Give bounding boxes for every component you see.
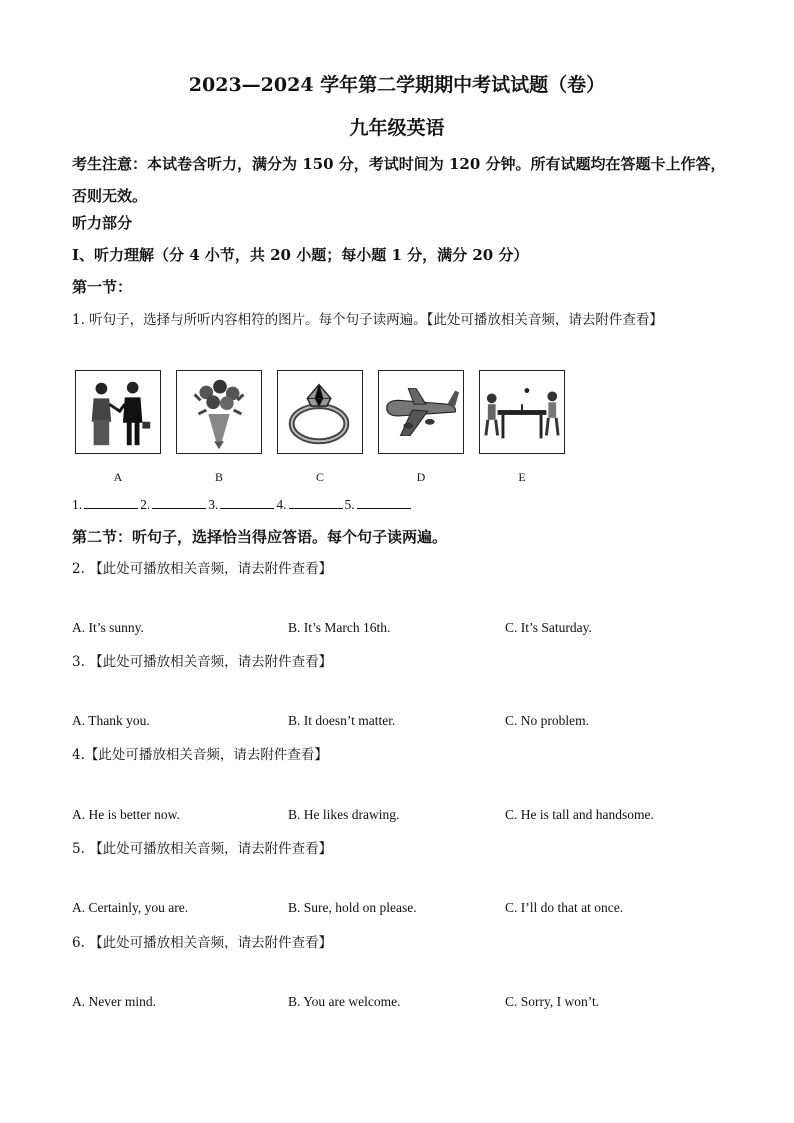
q4-option-b[interactable]: B. He likes drawing. [288, 807, 400, 822]
page-subtitle: 九年级英语 [349, 117, 445, 139]
answer-blank[interactable] [357, 496, 411, 509]
ping-pong-icon [480, 371, 564, 453]
picture-label-d: D [416, 470, 426, 484]
question-6-prompt [72, 931, 332, 951]
question-4-prompt [72, 743, 328, 763]
answer-blanks-row [72, 496, 413, 513]
answer-blank[interactable] [152, 496, 206, 509]
question-prompt: 【此处可播放相关音频，请去附件查看】 [89, 654, 333, 670]
question-5-prompt [72, 837, 332, 857]
q5-option-b[interactable]: B. Sure, hold on please. [288, 900, 417, 915]
blank-number: 5. [344, 497, 355, 512]
page-title: 2023—2024 学年第二学期期中考试试题（卷） [188, 74, 606, 96]
picture-e [479, 370, 565, 454]
q3-option-b[interactable]: B. It doesn’t matter. [288, 713, 396, 728]
exam-notice: 考生注意：本试卷含听力，满分为 150 分，考试时间为 120 分钟。所有试题均在答题卡上作答， 否则无效。 [72, 155, 726, 205]
blank-number: 3. [208, 497, 219, 512]
question-prompt: 【此处可播放相关音频，请去附件查看】 [89, 561, 333, 577]
picture-b [176, 370, 262, 454]
q4-option-a[interactable]: A. He is better now. [72, 807, 180, 822]
question-3-prompt [72, 650, 332, 670]
question-prompt: 【此处可播放相关音频，请去附件查看】 [84, 747, 328, 763]
q3-option-a[interactable]: A. Thank you. [72, 713, 150, 728]
q2-option-b[interactable]: B. It’s March 16th. [288, 620, 391, 635]
picture-label-a: A [113, 470, 123, 484]
question-prompt: 【此处可播放相关音频，请去附件查看】 [89, 935, 333, 951]
picture-a [75, 370, 161, 454]
picture-label-c: C [315, 470, 324, 484]
q6-option-a[interactable]: A. Never mind. [72, 994, 156, 1009]
answer-blank[interactable] [220, 496, 274, 509]
answer-blank[interactable] [289, 496, 343, 509]
question-number: 2. [72, 561, 85, 577]
flower-bouquet-icon [177, 371, 261, 453]
q5-option-c[interactable]: C. I’ll do that at once. [505, 900, 624, 915]
question-number: 4. [72, 747, 85, 763]
diamond-ring-icon [278, 371, 362, 453]
section1-title: Ⅰ、听力理解（分 4 小节，共 20 小题；每小题 1 分，满分 20 分） [72, 246, 529, 264]
q2-option-c[interactable]: C. It’s Saturday. [505, 620, 592, 635]
question-number: 5. [72, 841, 85, 857]
q6-option-b[interactable]: B. You are welcome. [288, 994, 401, 1009]
question-number: 3. [72, 654, 85, 670]
answer-blank[interactable] [84, 496, 138, 509]
blank-number: 4. [276, 497, 287, 512]
q5-option-a[interactable]: A. Certainly, you are. [72, 900, 189, 915]
q2-option-a[interactable]: A. It’s sunny. [72, 620, 144, 635]
picture-d [378, 370, 464, 454]
blank-number: 2. [140, 497, 151, 512]
picture-label-e: E [518, 470, 526, 484]
q4-option-c[interactable]: C. He is tall and handsome. [505, 807, 654, 822]
sub1-title: 第一节： [72, 278, 133, 296]
handshake-icon [76, 371, 160, 453]
question-number: 6. [72, 935, 85, 951]
question-2-prompt [72, 557, 332, 577]
q3-option-c[interactable]: C. No problem. [505, 713, 589, 728]
question-1-text: 1. 听句子，选择与所听内容相符的图片。每个句子读两遍。【此处可播放相关音频，请去附件查看】 [72, 312, 663, 328]
blank-number: 1. [72, 497, 83, 512]
sub2-title: 第二节：听句子，选择恰当得应答语。每个句子读两遍。 [72, 528, 448, 546]
picture-label-b: B [214, 470, 223, 484]
q6-option-c[interactable]: C. Sorry, I won’t. [505, 994, 600, 1009]
picture-c [277, 370, 363, 454]
question-prompt: 【此处可播放相关音频，请去附件查看】 [89, 841, 333, 857]
listening-part-title: 听力部分 [72, 214, 133, 232]
airplane-icon [379, 371, 463, 453]
